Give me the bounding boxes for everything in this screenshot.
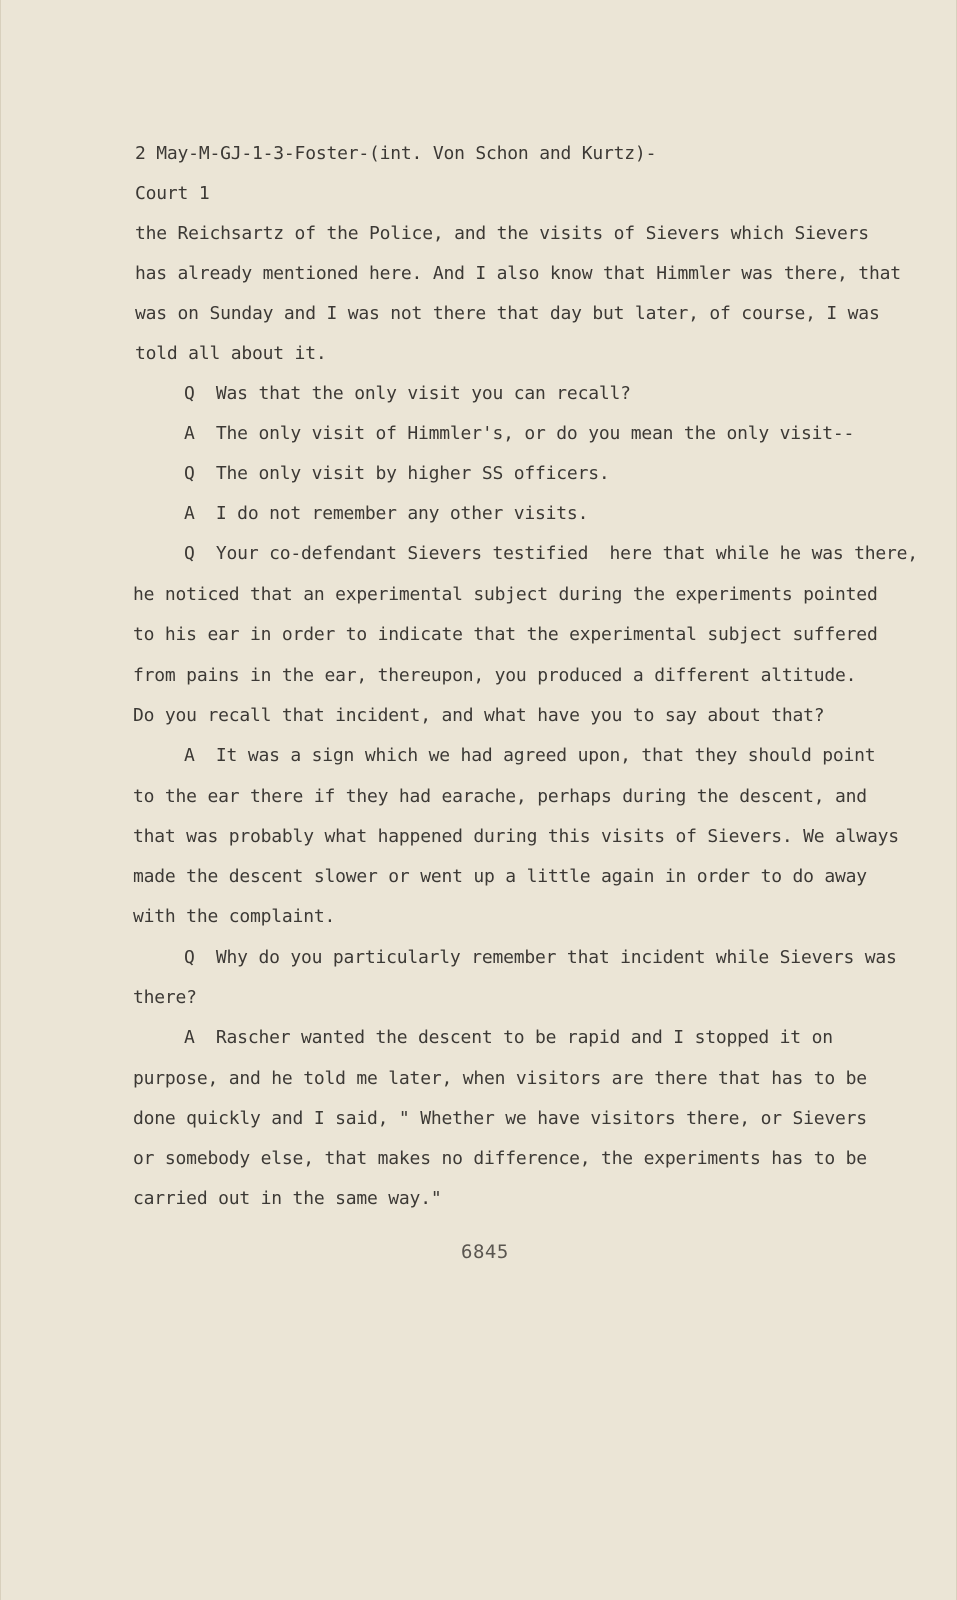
text-line: done quickly and I said, " Whether we have visitors there, or Sievers [133, 1108, 867, 1129]
page-number: 6845 [461, 1241, 509, 1263]
text-line: purpose, and he told me later, when visitors are there that has to be [133, 1068, 867, 1089]
text-line: told all about it. [135, 343, 327, 364]
text-line: Do you recall that incident, and what have you to say about that? [133, 705, 825, 726]
text-line: or somebody else, that makes no difference, the experiments has to be [133, 1148, 867, 1169]
question-line: Q Why do you particularly remember that incident while Sievers was [184, 947, 897, 968]
document-header: 2 May-M-GJ-1-3-Foster-(int. Von Schon and Kurtz)- [135, 143, 657, 164]
text-line: to his ear in order to indicate that the experimental subject suffered [133, 624, 878, 645]
text-line: made the descent slower or went up a little again in order to do away [133, 866, 867, 887]
question-line: Q Your co-defendant Sievers testified here that while he was there, [184, 543, 918, 564]
question-line: Q Was that the only visit you can recall? [184, 383, 631, 404]
text-line: was on Sunday and I was not there that day but later, of course, I was [135, 303, 880, 324]
text-line: that was probably what happened during this visits of Sievers. We always [133, 826, 899, 847]
answer-line: A The only visit of Himmler's, or do you mean the only visit-- [184, 423, 855, 444]
text-line: there? [133, 987, 197, 1008]
text-line: the Reichsartz of the Police, and the visits of Sievers which Sievers [135, 223, 869, 244]
text-line: has already mentioned here. And I also know that Himmler was there, that [135, 263, 901, 284]
question-line: Q The only visit by higher SS officers. [184, 463, 610, 484]
text-line: to the ear there if they had earache, perhaps during the descent, and [133, 786, 867, 807]
text-line: from pains in the ear, thereupon, you produced a different altitude. [133, 665, 857, 686]
text-line: with the complaint. [133, 906, 336, 927]
text-line: he noticed that an experimental subject during the experiments pointed [133, 584, 878, 605]
text-line: carried out in the same way." [133, 1188, 442, 1209]
answer-line: A Rascher wanted the descent to be rapid and I stopped it on [184, 1027, 833, 1048]
answer-line: A It was a sign which we had agreed upon, that they should point [184, 745, 876, 766]
court-label: Court 1 [135, 183, 210, 204]
answer-line: A I do not remember any other visits. [184, 503, 589, 524]
